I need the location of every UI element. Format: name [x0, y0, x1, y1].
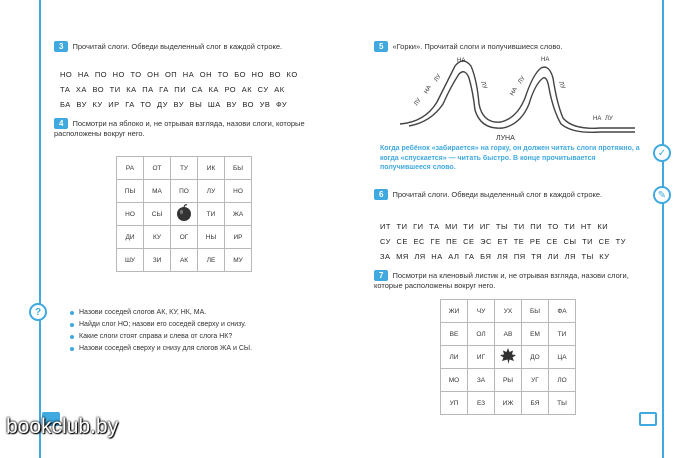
hill-syllable: НА	[457, 58, 466, 64]
grid-cell: УХ	[495, 300, 522, 323]
list-item: Найди слог НО; назови его соседей сверху и снизу.	[70, 319, 252, 331]
parent-note: Когда ребёнок «забирается» на горку, он должен читать слоги протяжно, а когда «спускается» — читать быстро. В конце прочитывается получившееся слово.	[380, 145, 640, 171]
grid-cell: ОТ	[144, 157, 171, 180]
apple-cell	[171, 203, 198, 226]
task3-row-3: БА ВУ КУ ИР ГА ТО ДУ ВУ ВЫ ША ВУ ВО УВ ФУ	[60, 100, 288, 109]
grid-cell: БЫ	[522, 300, 549, 323]
task4-number: 4	[54, 118, 68, 129]
hill-syllable: НА	[423, 84, 433, 95]
grid-cell: МУ	[225, 249, 252, 272]
task6-row-1: ИТ ТИ ГИ ТА МИ ТИ ИГ ТЫ ТИ ПИ ТО ТИ НТ КИ	[380, 222, 609, 231]
bullet-icon	[70, 335, 74, 339]
task4-questions	[70, 307, 252, 355]
task6-number: 6	[374, 189, 388, 200]
hill-syllable: НА	[541, 57, 550, 63]
grid-cell: НО	[117, 203, 144, 226]
grid-cell: УГ	[522, 369, 549, 392]
grid-cell: ИЖ	[495, 392, 522, 415]
right-border-line	[662, 0, 664, 458]
grid-cell: БЫ	[225, 157, 252, 180]
question-icon: ?	[29, 303, 47, 321]
grid-cell: ДО	[522, 346, 549, 369]
grid-cell: ЖИ	[441, 300, 468, 323]
grid-cell: ИР	[225, 226, 252, 249]
maple-leaf-icon	[499, 347, 517, 365]
grid-cell: НО	[225, 180, 252, 203]
bullet-icon	[70, 347, 74, 351]
grid-cell: ЗА	[468, 369, 495, 392]
task4-instruction: 4 Посмотри на яблоко и, не отрывая взгляда, назови слоги, которые расположены вокруг него.	[54, 119, 305, 138]
grid-cell: ЕЗ	[468, 392, 495, 415]
task7-number: 7	[374, 270, 388, 281]
grid-cell: ШУ	[117, 249, 144, 272]
watermark-brand: bookclub.by	[6, 415, 119, 438]
list-item: Назови соседей сверху и снизу для слогов ЖА и СЫ.	[70, 343, 252, 355]
left-border-line	[39, 0, 41, 458]
hills-caption: ЛУНА	[496, 135, 515, 142]
grid-cell: ОГ	[171, 226, 198, 249]
hill-syllable: ЛУ	[517, 75, 527, 85]
grid-cell: РА	[117, 157, 144, 180]
grid-cell: ИГ	[468, 346, 495, 369]
task5-instruction: 5 «Горки». Прочитай слоги и получившиеся слово.	[374, 41, 644, 52]
task3-row-2: ТА ХА ВО ТИ КА ПА ГА ПИ СА КА РО АК СУ АК	[60, 85, 285, 94]
hill-syllable: ЛУ	[433, 73, 443, 83]
grid-cell: ТИ	[198, 203, 225, 226]
grid-cell: ЛУ	[198, 180, 225, 203]
task5-number: 5	[374, 41, 388, 52]
grid-cell: ЗИ	[144, 249, 171, 272]
grid-cell: ЕМ	[522, 323, 549, 346]
task7-syllable-grid	[440, 299, 576, 415]
task7-instruction: 7 Посмотри на кленовый листик и, не отрывая взгляда, назови слоги, которые расположены вокруг него.	[374, 271, 629, 290]
grid-cell: ЦА	[549, 346, 576, 369]
apple-icon	[175, 204, 193, 222]
grid-cell: ФА	[549, 300, 576, 323]
check-icon: ✓	[653, 144, 671, 162]
hill-syllable: ЛУ	[557, 80, 566, 90]
grid-cell: ИК	[198, 157, 225, 180]
grid-cell: ЛО	[549, 369, 576, 392]
hill-syllable: НА	[509, 86, 519, 97]
hill-syllable: ЛУ	[479, 80, 488, 90]
grid-cell: БЯ	[522, 392, 549, 415]
hill-syllable: ЛУ	[605, 116, 613, 122]
grid-cell: ПО	[171, 180, 198, 203]
grid-cell: УП	[441, 392, 468, 415]
grid-cell: ДИ	[117, 226, 144, 249]
leaf-cell	[495, 346, 522, 369]
task3-number: 3	[54, 41, 68, 52]
grid-cell: ЖА	[225, 203, 252, 226]
grid-cell: ПЫ	[117, 180, 144, 203]
list-item: Какие слоги стоят справа и слева от слога НК?	[70, 331, 252, 343]
task6-row-3: ЗА МЯ ЛЯ НА АЛ ГА БЯ ЛЯ ПЯ ТЯ ЛИ ЛЯ ТЫ КУ	[380, 252, 610, 261]
grid-cell: ОЛ	[468, 323, 495, 346]
pencil-icon: ✎	[653, 186, 671, 204]
grid-cell: ТУ	[171, 157, 198, 180]
task6-row-2: СУ СЕ ЕС ГЕ ПЕ СЕ ЭС ЕТ ТЕ РЕ СЕ СЫ ТИ СЕ ТУ	[380, 237, 627, 246]
grid-cell: РЫ	[495, 369, 522, 392]
grid-cell: АВ	[495, 323, 522, 346]
hills-illustration	[395, 52, 640, 134]
bullet-icon	[70, 311, 74, 315]
grid-cell: МО	[441, 369, 468, 392]
bullet-icon	[70, 323, 74, 327]
grid-cell: КУ	[144, 226, 171, 249]
task6-instruction: 6 Прочитай слоги. Обведи выделенный слог в каждой строке.	[374, 189, 644, 200]
list-item: Назови соседей слогов АК, КУ, НК, МА.	[70, 307, 252, 319]
task3-row-1: НО НА ПО НО ТО ОН ОП НА ОН ТО БО НО ВО КО	[60, 70, 298, 79]
grid-cell: ТЫ	[549, 392, 576, 415]
task3-instruction: 3 Прочитай слоги. Обведи выделенный слог в каждой строке.	[54, 41, 324, 52]
grid-cell: СЫ	[144, 203, 171, 226]
grid-cell: НЫ	[198, 226, 225, 249]
grid-cell: ВЕ	[441, 323, 468, 346]
task4-syllable-grid	[116, 156, 252, 272]
grid-cell: ТИ	[549, 323, 576, 346]
grid-cell: МА	[144, 180, 171, 203]
grid-cell: ЛЕ	[198, 249, 225, 272]
grid-cell: ЛИ	[441, 346, 468, 369]
page-number-box-right	[639, 412, 657, 426]
hill-syllable: ЛУ	[413, 97, 423, 107]
hill-syllable: НА	[593, 116, 602, 122]
grid-cell: ЧУ	[468, 300, 495, 323]
grid-cell: АК	[171, 249, 198, 272]
